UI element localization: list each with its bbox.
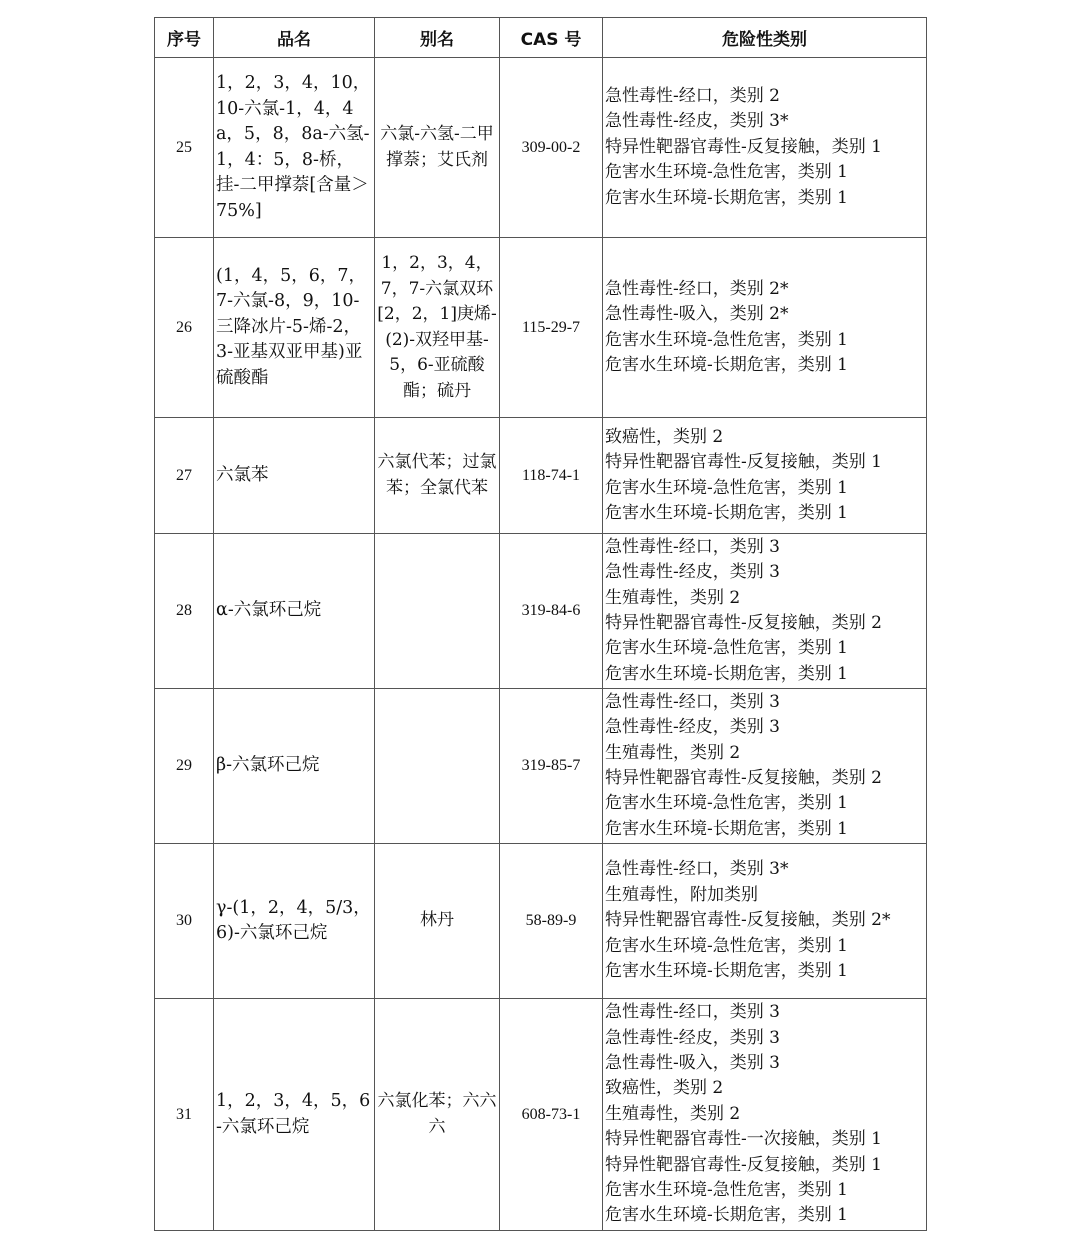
hazard-category-item: 生殖毒性，类别 2 [605, 742, 741, 763]
table-row [155, 58, 927, 238]
product-name-cell: 1，2，3，4，10，10-六氯-1，4，4a，5，8，8a-六氢-1，4：5，8-桥，挂-二甲撑萘[含量＞75%] [214, 58, 375, 238]
hazard-category-item: 危害水生环境-急性危害，类别 1 [605, 793, 848, 814]
alias-cell: 六氯-六氢-二甲撑萘；艾氏剂 [375, 58, 500, 238]
hazard-category-item: 急性毒性-经口，类别 3 [605, 1002, 780, 1023]
cas-number-cell: 608-73-1 [500, 999, 603, 1231]
product-name-cell: 1，2，3，4，5，6-六氯环己烷 [214, 999, 375, 1231]
hazard-chemicals-table [154, 17, 927, 1231]
hazard-category-item: 急性毒性-经皮，类别 3 [605, 1027, 780, 1048]
table-row [155, 534, 927, 689]
hazard-category-item: 致癌性，类别 2 [605, 1078, 724, 1099]
hazard-category-item: 特异性靶器官毒性-反复接触，类别 1 [605, 452, 882, 473]
header-product-name: 品名 [214, 18, 375, 58]
hazard-category-item: 特异性靶器官毒性-反复接触，类别 2* [605, 910, 891, 931]
hazard-category-cell [603, 999, 927, 1231]
hazard-category-item: 危害水生环境-长期危害，类别 1 [605, 187, 848, 208]
hazard-category-item: 急性毒性-经口，类别 3 [605, 536, 780, 557]
product-name-cell: γ-(1，2，4，5/3，6)-六氯环己烷 [214, 844, 375, 999]
header-cas-number: CAS 号 [500, 18, 603, 58]
serial-number-cell: 27 [155, 418, 214, 534]
hazard-category-item: 特异性靶器官毒性-反复接触，类别 1 [605, 1154, 882, 1175]
hazard-category-cell [603, 58, 927, 238]
hazard-category-item: 急性毒性-经皮，类别 3 [605, 717, 780, 738]
hazard-category-item: 急性毒性-经口，类别 2 [605, 85, 780, 106]
product-name-cell: 六氯苯 [214, 418, 375, 534]
hazard-category-item: 危害水生环境-长期危害，类别 1 [605, 663, 848, 684]
header-hazard-category: 危险性类别 [603, 18, 927, 58]
serial-number-cell: 25 [155, 58, 214, 238]
serial-number-cell: 29 [155, 689, 214, 844]
serial-number-cell: 30 [155, 844, 214, 999]
table-row [155, 418, 927, 534]
serial-number-cell: 26 [155, 238, 214, 418]
cas-number-cell: 115-29-7 [500, 238, 603, 418]
table-row [155, 999, 927, 1231]
hazard-category-item: 急性毒性-经皮，类别 3* [605, 111, 789, 132]
alias-cell [375, 689, 500, 844]
hazard-category-item: 危害水生环境-急性危害，类别 1 [605, 1180, 848, 1201]
hazard-category-item: 特异性靶器官毒性-一次接触，类别 1 [605, 1129, 882, 1150]
table-row [155, 844, 927, 999]
hazard-category-item: 急性毒性-经口，类别 2* [605, 278, 789, 299]
hazard-category-item: 生殖毒性，类别 2 [605, 587, 741, 608]
hazard-category-cell [603, 534, 927, 689]
hazard-category-item: 危害水生环境-长期危害，类别 1 [605, 818, 848, 839]
hazard-category-item: 危害水生环境-长期危害，类别 1 [605, 961, 848, 982]
table-header [155, 18, 927, 58]
alias-cell: 六氯化苯；六六六 [375, 999, 500, 1231]
header-serial-number: 序号 [155, 18, 214, 58]
hazard-category-item: 危害水生环境-急性危害，类别 1 [605, 329, 848, 350]
hazard-category-item: 危害水生环境-长期危害，类别 1 [605, 502, 848, 523]
hazard-category-item: 危害水生环境-急性危害，类别 1 [605, 162, 848, 183]
table-row [155, 238, 927, 418]
serial-number-cell: 28 [155, 534, 214, 689]
hazard-category-item: 危害水生环境-长期危害，类别 1 [605, 354, 848, 375]
header-alias: 别名 [375, 18, 500, 58]
hazard-category-item: 危害水生环境-急性危害，类别 1 [605, 477, 848, 498]
hazard-category-item: 生殖毒性，类别 2 [605, 1103, 741, 1124]
hazard-category-item: 急性毒性-经口，类别 3 [605, 691, 780, 712]
alias-cell: 林丹 [375, 844, 500, 999]
table-body [155, 58, 927, 1231]
product-name-cell: β-六氯环己烷 [214, 689, 375, 844]
hazard-category-item: 急性毒性-吸入，类别 2* [605, 304, 789, 325]
cas-number-cell: 319-85-7 [500, 689, 603, 844]
hazard-category-item: 特异性靶器官毒性-反复接触，类别 1 [605, 136, 882, 157]
hazard-category-item: 危害水生环境-急性危害，类别 1 [605, 638, 848, 659]
hazard-category-item: 特异性靶器官毒性-反复接触，类别 2 [605, 613, 882, 633]
cas-number-cell: 118-74-1 [500, 418, 603, 534]
serial-number-cell: 31 [155, 999, 214, 1231]
hazard-category-cell [603, 418, 927, 534]
hazard-category-item: 急性毒性-吸入，类别 3 [605, 1052, 780, 1073]
hazard-category-item: 急性毒性-经口，类别 3* [605, 859, 789, 880]
cas-number-cell: 309-00-2 [500, 58, 603, 238]
product-name-cell: α-六氯环己烷 [214, 534, 375, 689]
hazard-category-cell [603, 238, 927, 418]
hazard-category-item: 危害水生环境-长期危害，类别 1 [605, 1205, 848, 1226]
hazard-category-item: 危害水生环境-急性危害，类别 1 [605, 935, 848, 956]
cas-number-cell: 319-84-6 [500, 534, 603, 689]
hazard-category-item: 致癌性，类别 2 [605, 426, 724, 447]
hazard-category-cell [603, 844, 927, 999]
alias-cell [375, 534, 500, 689]
cas-number-cell: 58-89-9 [500, 844, 603, 999]
hazard-category-item: 特异性靶器官毒性-反复接触，类别 2 [605, 768, 882, 788]
hazard-category-cell [603, 689, 927, 844]
table-row [155, 689, 927, 844]
header-row [155, 18, 927, 58]
alias-cell: 1，2，3，4，7，7-六氯双环[2，2，1]庚烯-(2)-双羟甲基-5，6-亚硫酸酯；硫丹 [375, 238, 500, 418]
alias-cell: 六氯代苯；过氯苯；全氯代苯 [375, 418, 500, 534]
hazard-category-item: 生殖毒性，附加类别 [605, 884, 758, 905]
product-name-cell: (1，4，5，6，7，7-六氯-8，9，10-三降冰片-5-烯-2，3-亚基双亚甲基)亚硫酸酯 [214, 238, 375, 418]
hazard-category-item: 急性毒性-经皮，类别 3 [605, 562, 780, 583]
